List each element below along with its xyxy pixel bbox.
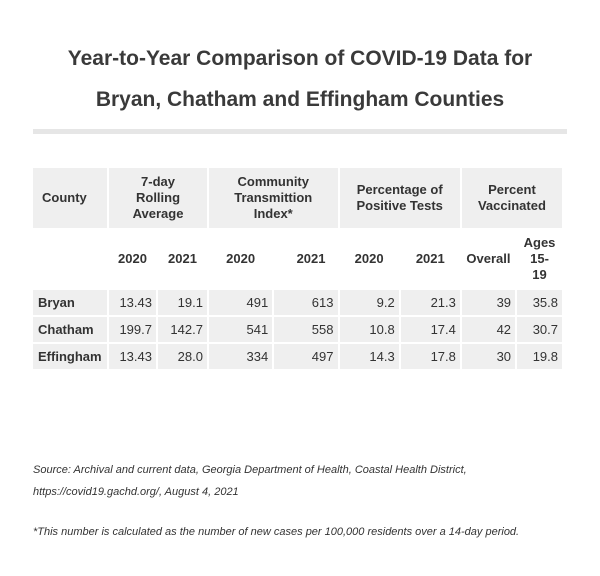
cell-vax-ages: 35.8 <box>517 290 562 317</box>
group-header-row <box>33 168 562 228</box>
title-divider <box>33 129 567 134</box>
header-county: County <box>33 168 107 228</box>
source-line-2: https://covid19.gachd.org/, August 4, 2021 <box>33 486 239 498</box>
cell-rolling-2021: 142.7 <box>158 317 207 344</box>
cell-positive-2020: 14.3 <box>340 344 399 371</box>
page-title <box>0 38 600 121</box>
sub-header-row <box>33 228 562 290</box>
cell-positive-2021: 17.8 <box>401 344 460 371</box>
header-positive-tests: Percentage of Positive Tests <box>340 168 460 228</box>
sub-header-positive-2021: 2021 <box>401 228 460 290</box>
cell-county: Bryan <box>33 290 107 317</box>
source-line-1: Source: Archival and current data, Georgia Department of Health, Coastal Health District, <box>33 464 467 476</box>
sub-header-cti-2021: 2021 <box>274 228 337 290</box>
sub-header-empty <box>33 228 107 290</box>
cell-rolling-2020: 13.43 <box>109 290 156 317</box>
cell-rolling-2021: 19.1 <box>158 290 207 317</box>
cell-vax-overall: 39 <box>462 290 515 317</box>
cell-vax-overall: 30 <box>462 344 515 371</box>
sub-header-cti-2020: 2020 <box>209 228 272 290</box>
cell-cti-2020: 334 <box>209 344 272 371</box>
covid-comparison-table <box>31 168 564 371</box>
header-vaccinated: Percent Vaccinated <box>462 168 562 228</box>
title-line-2: Bryan, Chatham and Effingham Counties <box>95 88 505 111</box>
sub-header-rolling-2021: 2021 <box>158 228 207 290</box>
table-row <box>33 317 562 344</box>
cell-cti-2020: 491 <box>209 290 272 317</box>
table-row <box>33 290 562 317</box>
cell-cti-2021: 613 <box>274 290 337 317</box>
cell-positive-2020: 9.2 <box>340 290 399 317</box>
header-rolling-average: 7-day Rolling Average <box>109 168 207 228</box>
cell-rolling-2020: 13.43 <box>109 344 156 371</box>
cell-rolling-2020: 199.7 <box>109 317 156 344</box>
cell-positive-2020: 10.8 <box>340 317 399 344</box>
cell-positive-2021: 17.4 <box>401 317 460 344</box>
sub-header-vax-ages: Ages 15-19 <box>517 228 562 290</box>
sub-header-positive-2020: 2020 <box>340 228 399 290</box>
header-transmission-index: Community Transmittion Index* <box>209 168 338 228</box>
cell-cti-2021: 497 <box>274 344 337 371</box>
cell-vax-overall: 42 <box>462 317 515 344</box>
cell-vax-ages: 19.8 <box>517 344 562 371</box>
cell-rolling-2021: 28.0 <box>158 344 207 371</box>
sub-header-vax-overall: Overall <box>462 228 515 290</box>
cell-cti-2021: 558 <box>274 317 337 344</box>
sub-header-rolling-2020: 2020 <box>109 228 156 290</box>
cell-county: Chatham <box>33 317 107 344</box>
table-row <box>33 344 562 371</box>
cell-vax-ages: 30.7 <box>517 317 562 344</box>
footnote: *This number is calculated as the number of new cases per 100,000 residents over a 14-day period. <box>33 526 520 538</box>
cell-positive-2021: 21.3 <box>401 290 460 317</box>
title-line-1: Year-to-Year Comparison of COVID-19 Data for <box>67 47 533 70</box>
cell-cti-2020: 541 <box>209 317 272 344</box>
source-note <box>33 459 467 503</box>
cell-county: Effingham <box>33 344 107 371</box>
